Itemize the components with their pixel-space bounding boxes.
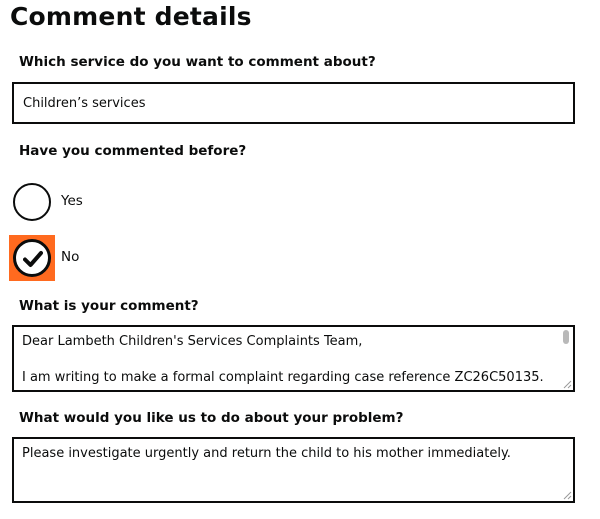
comment-scrollbar[interactable] — [562, 329, 570, 387]
resize-grip-icon[interactable] — [563, 491, 572, 500]
comment-line: I am writing to make a formal complaint regarding case reference ZC26C50135. — [22, 370, 544, 385]
problem-text: Please investigate urgently and return the child to his mother immediately. — [22, 446, 511, 461]
commented-before-label: Have you commented before? — [19, 143, 247, 159]
radio-label-no: No — [61, 249, 80, 265]
service-input[interactable] — [12, 82, 575, 124]
comment-line: Dear Lambeth Children's Services Complaints Team, — [22, 334, 363, 349]
radio-option-yes[interactable] — [9, 179, 129, 225]
problem-label: What would you like us to do about your problem? — [19, 410, 404, 426]
comment-label: What is your comment? — [19, 298, 199, 314]
scrollbar-thumb[interactable] — [563, 330, 569, 344]
checkmark-icon — [23, 250, 43, 268]
problem-textarea[interactable] — [12, 437, 575, 503]
radio-circle-no[interactable] — [13, 239, 51, 277]
comment-textarea[interactable] — [12, 325, 575, 392]
page-title: Comment details — [10, 2, 252, 31]
resize-grip-icon[interactable] — [563, 380, 572, 389]
radio-circle-yes[interactable] — [13, 183, 51, 221]
radio-label-yes: Yes — [61, 193, 83, 209]
service-label: Which service do you want to comment about? — [19, 54, 376, 70]
radio-option-no[interactable] — [9, 235, 129, 281]
